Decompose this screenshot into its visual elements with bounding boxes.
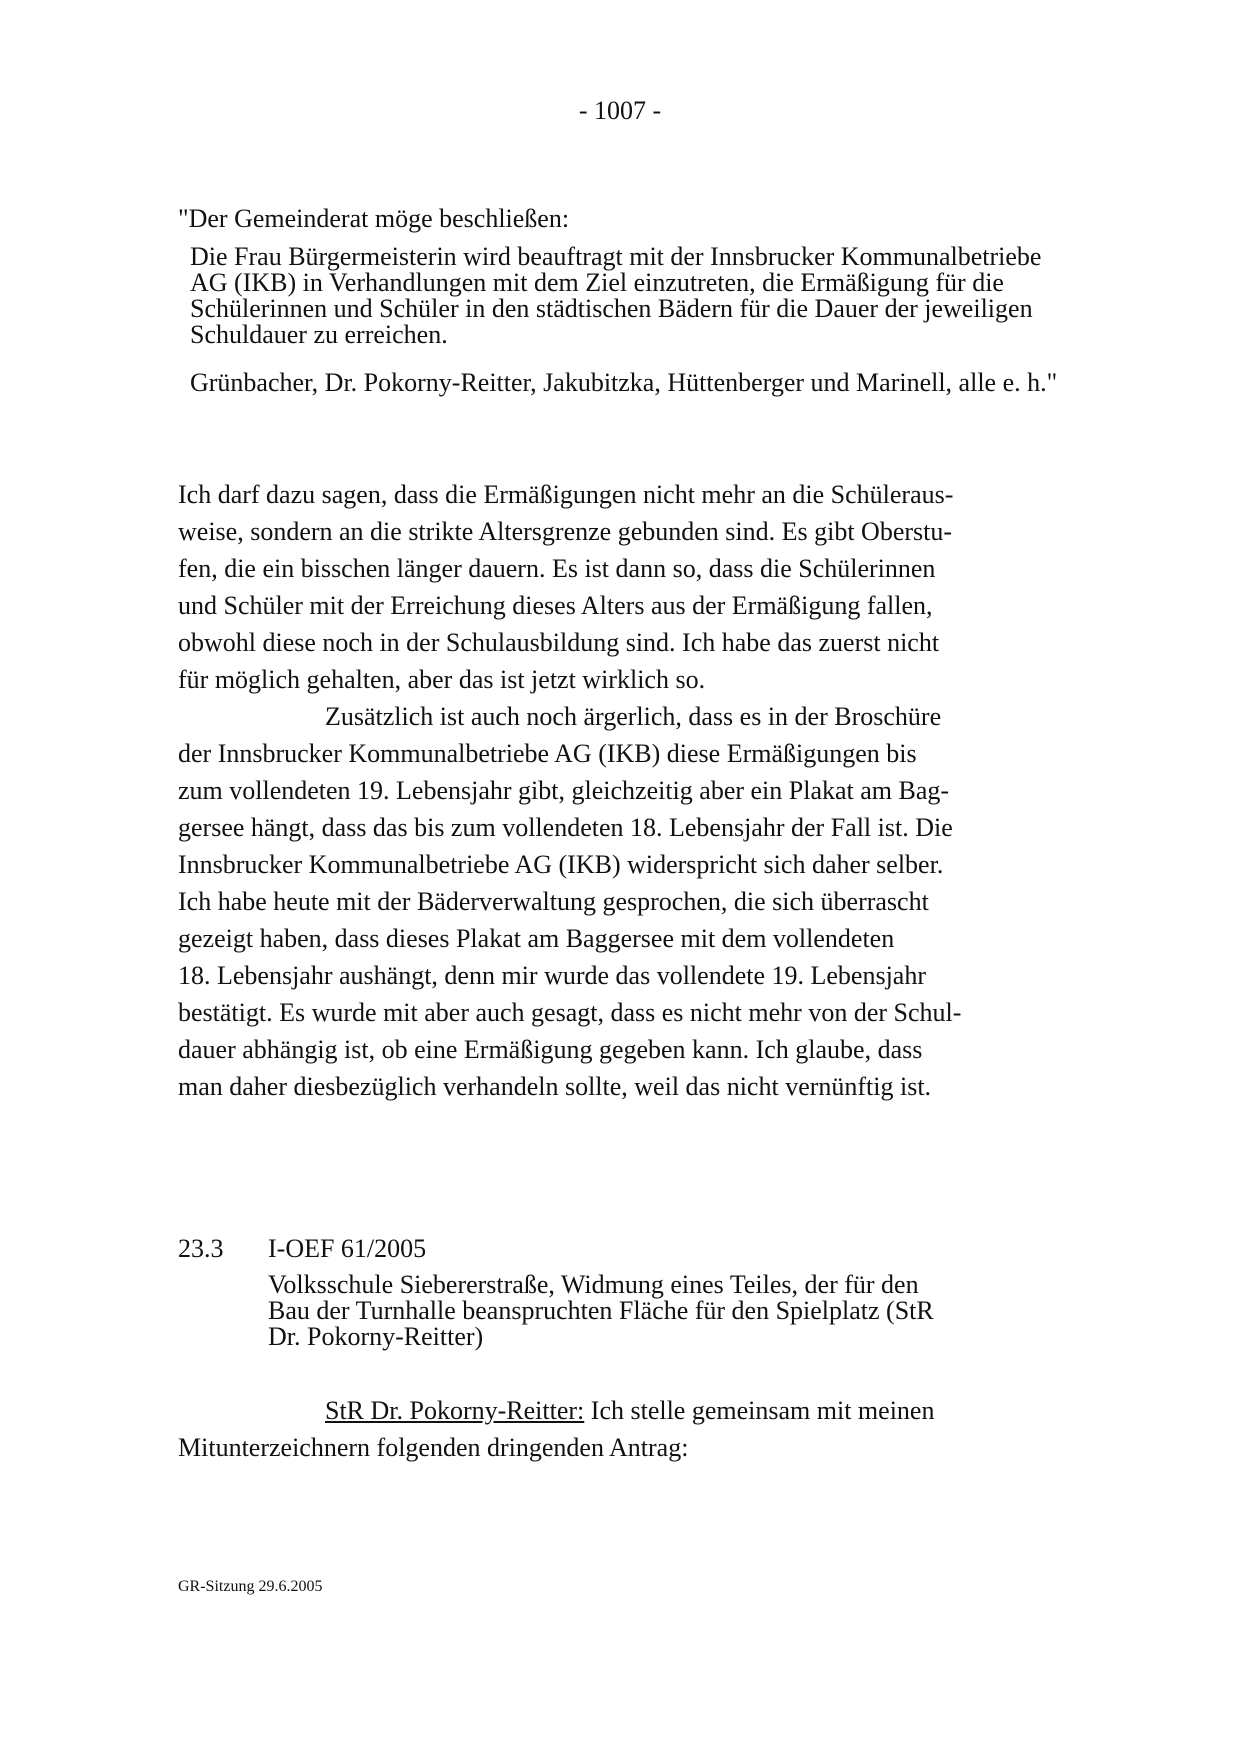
- speech-line: dauer abhängig ist, ob eine Ermäßigung gegeben kann. Ich glaube, dass: [178, 1035, 923, 1064]
- speaker-name: StR Dr. Pokorny-Reitter:: [325, 1396, 585, 1425]
- motion-body: Die Frau Bürgermeisterin wird beauftragt mit der Innsbrucker Kommunalbetriebe AG (IKB) in Verhandlungen mit dem Ziel einzutreten, die Ermäßigung für die Schülerinnen und Schüler in den städtischen Bädern für die Dauer der jeweiligen Schuldauer zu erreichen.: [190, 242, 1042, 349]
- speech-line: weise, sondern an die strikte Altersgrenze gebunden sind. Es gibt Oberstu-: [178, 517, 953, 546]
- statement-text: Ich stelle gemeinsam mit meinen: [584, 1396, 935, 1425]
- speech-line: man daher diesbezüglich verhandeln sollte, weil das nicht vernünftig ist.: [178, 1072, 932, 1101]
- agenda-item-description: Volksschule Siebererstraße, Widmung eines Teiles, der für den Bau der Turnhalle beanspruchten Fläche für den Spielplatz (StR Dr. Pokorny-Reitter): [268, 1270, 934, 1351]
- statement-line-1: [325, 1396, 934, 1426]
- footer-session-date: GR-Sitzung 29.6.2005: [178, 1578, 323, 1595]
- speech-line: Innsbrucker Kommunalbetriebe AG (IKB) widerspricht sich daher selber.: [178, 850, 944, 879]
- speech-line: Ich habe heute mit der Bäderverwaltung gesprochen, die sich überrascht: [178, 887, 929, 916]
- agenda-item-code: I-OEF 61/2005: [268, 1234, 427, 1263]
- statement-line-2: Mitunterzeichnern folgenden dringenden Antrag:: [178, 1433, 689, 1462]
- speech-line: 18. Lebensjahr aushängt, denn mir wurde das vollendete 19. Lebensjahr: [178, 961, 926, 990]
- speech-line: obwohl diese noch in der Schulausbildung sind. Ich habe das zuerst nicht: [178, 628, 940, 657]
- motion-signers: Grünbacher, Dr. Pokorny-Reitter, Jakubitzka, Hüttenberger und Marinell, alle e. h.": [190, 368, 1058, 397]
- motion-intro: "Der Gemeinderat möge beschließen:: [178, 204, 570, 233]
- agenda-item-number: 23.3: [178, 1234, 224, 1263]
- speech-line: für möglich gehalten, aber das ist jetzt wirklich so.: [178, 665, 706, 694]
- speech-line: gersee hängt, dass das bis zum vollendeten 18. Lebensjahr der Fall ist. Die: [178, 813, 953, 842]
- speech-line: fen, die ein bisschen länger dauern. Es ist dann so, dass die Schülerinnen: [178, 554, 936, 583]
- speech-line: zum vollendeten 19. Lebensjahr gibt, gleichzeitig aber ein Plakat am Bag-: [178, 776, 950, 805]
- speech-line: Ich darf dazu sagen, dass die Ermäßigungen nicht mehr an die Schüleraus-: [178, 480, 954, 509]
- speech-line: bestätigt. Es wurde mit aber auch gesagt, dass es nicht mehr von der Schul-: [178, 998, 962, 1027]
- speech-line: und Schüler mit der Erreichung dieses Alters aus der Ermäßigung fallen,: [178, 591, 933, 620]
- speech-line: der Innsbrucker Kommunalbetriebe AG (IKB) diese Ermäßigungen bis: [178, 739, 917, 768]
- page-number: - 1007 -: [578, 96, 662, 125]
- speech-line: gezeigt haben, dass dieses Plakat am Baggersee mit dem vollendeten: [178, 924, 895, 953]
- speech-line: Zusätzlich ist auch noch ärgerlich, dass es in der Broschüre: [325, 702, 942, 731]
